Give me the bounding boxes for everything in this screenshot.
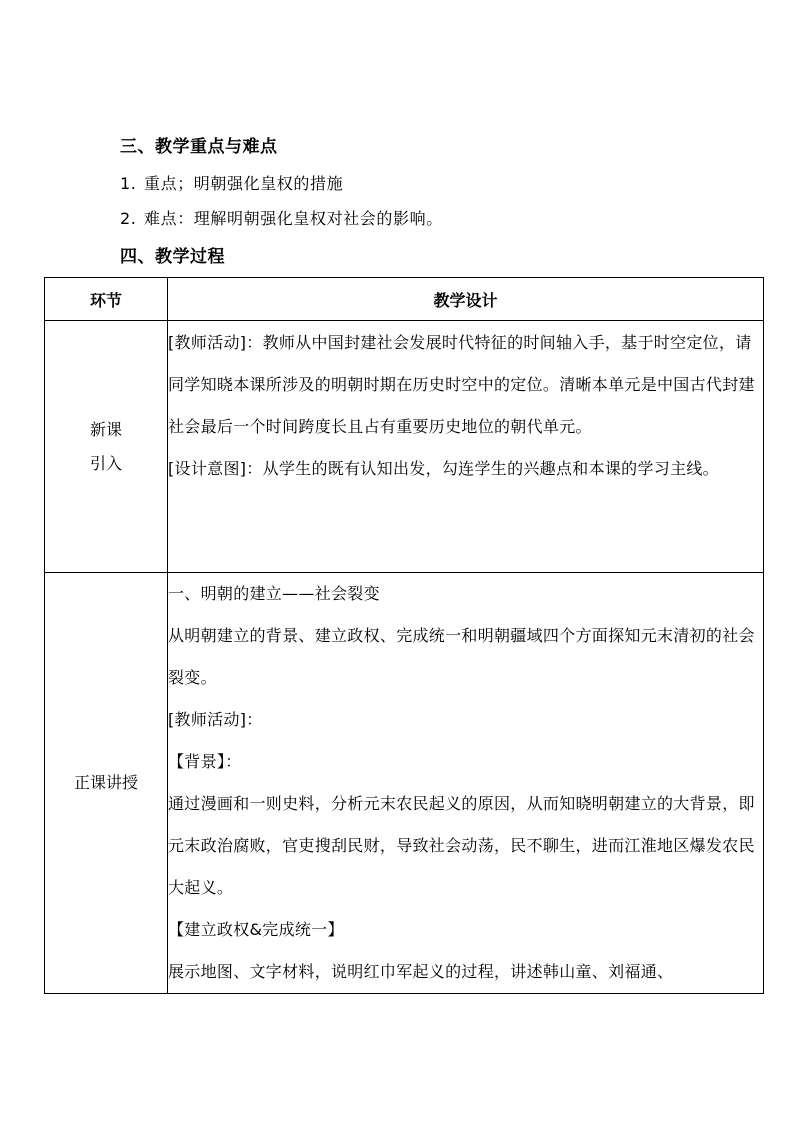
stage-cell [45, 573, 168, 994]
stage-label-line: 正课讲授 [73, 773, 138, 792]
design-paragraph: [设计意图]：从学生的既有认知出发，勾连学生的兴趣点和本课的学习主线。 [168, 459, 719, 478]
table-header-row [45, 278, 764, 321]
list-item-number: 1. [120, 174, 137, 193]
list-item-key-point [120, 171, 343, 194]
design-paragraph: 一、明朝的建立——社会裂变 [168, 584, 380, 603]
section-title-teaching-process: 四、教学过程 [120, 247, 225, 267]
design-paragraph: 展示地图、文字材料，说明红巾军起义的过程，讲述韩山童、刘福通、 [168, 962, 674, 981]
section-title-key-points: 三、教学重点与难点 [120, 137, 278, 157]
teaching-process-table [44, 277, 764, 994]
list-item-difficult-point [120, 206, 443, 229]
column-header-stage: 环节 [45, 278, 168, 321]
design-paragraph: 【建立政权&完成统一】 [168, 920, 344, 939]
design-cell [168, 573, 764, 994]
design-paragraph: [教师活动]： [168, 710, 263, 729]
design-paragraph: [教师活动]：教师从中国封建社会发展时代特征的时间轴入手，基于时空定位，请同学知晓本课所涉及的明朝时期在历史时空中的定位。清晰本单元是中国古代封建社会最后一个时间跨度长且占有重要历史地位的朝代单元。 [168, 333, 755, 436]
design-paragraph: 【背景】： [168, 752, 242, 771]
table-row [45, 321, 764, 573]
table-row [45, 573, 764, 994]
stage-label-line: 新课 [89, 419, 122, 439]
stage-label-line: 引入 [89, 453, 122, 473]
design-paragraph: 从明朝建立的背景、建立政权、完成统一和明朝疆域四个方面探知元末清初的社会裂变。 [168, 626, 755, 687]
stage-cell [45, 321, 168, 573]
column-header-design: 教学设计 [168, 278, 764, 321]
list-item-number: 2. [120, 209, 137, 228]
design-paragraph: 通过漫画和一则史料，分析元末农民起义的原因，从而知晓明朝建立的大背景，即元末政治腐败，官吏搜刮民财，导致社会动荡，民不聊生，进而江淮地区爆发农民大起义。 [168, 794, 755, 897]
design-cell [168, 321, 764, 573]
list-item-text: 重点；明朝强化皇权的措施 [144, 174, 344, 193]
list-item-text: 难点：理解明朝强化皇权对社会的影响。 [144, 209, 443, 228]
